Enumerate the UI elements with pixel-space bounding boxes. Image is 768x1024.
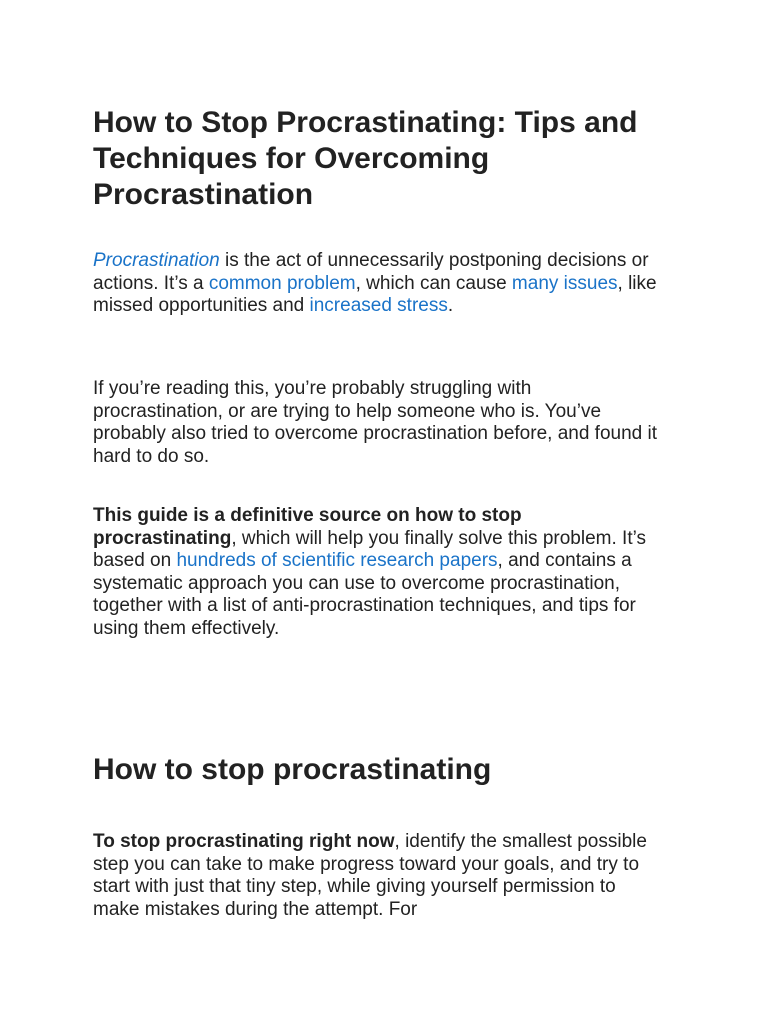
intro-text-3: , like missed opportunities and [93,272,657,316]
many-issues-link[interactable]: many issues [511,272,618,294]
research-papers-link[interactable]: hundreds of scientific research papers [176,550,498,571]
stop-now-paragraph [93,831,658,921]
intro-text-4: . [447,295,454,316]
common-problem-link[interactable]: common problem [208,272,356,294]
guide-paragraph [93,505,658,640]
intro-text-1: is the act of unnecessarily postponing decisions or actions. It’s a [93,250,649,294]
intro-text-2: , which can cause [355,272,512,294]
guide-text-1: , which will help you finally solve this problem. It’s based on [93,527,646,571]
procrastination-link[interactable]: Procrastination [93,250,220,271]
section-heading: How to stop procrastinating [93,753,492,786]
struggling-paragraph: If you’re reading this, you’re probably struggling with procrastination, or are trying to help someone who is. You’ve probably also tried to overcome procrastination before, and found it hard to do so. [93,378,657,467]
stop-now-text: , identify the smallest possible step you can take to make progress toward your goals, and try to start with just that tiny step, while giving yourself permission to make mistakes during the attempt. For [93,831,647,920]
guide-bold-text: This guide is a definitive source on how to stop procrastinating [93,505,522,549]
increased-stress-link[interactable]: increased stress [309,295,448,316]
stop-now-bold-text: To stop procrastinating right now [93,831,395,852]
intro-paragraph [93,250,658,318]
guide-text-2: , and contains a systematic approach you can use to overcome procrastination, together with a list of anti-procrastination techniques, and tips for using them effectively. [93,550,636,639]
page-title: How to Stop Procrastinating: Tips and Techniques for Overcoming Procrastination [93,106,638,211]
